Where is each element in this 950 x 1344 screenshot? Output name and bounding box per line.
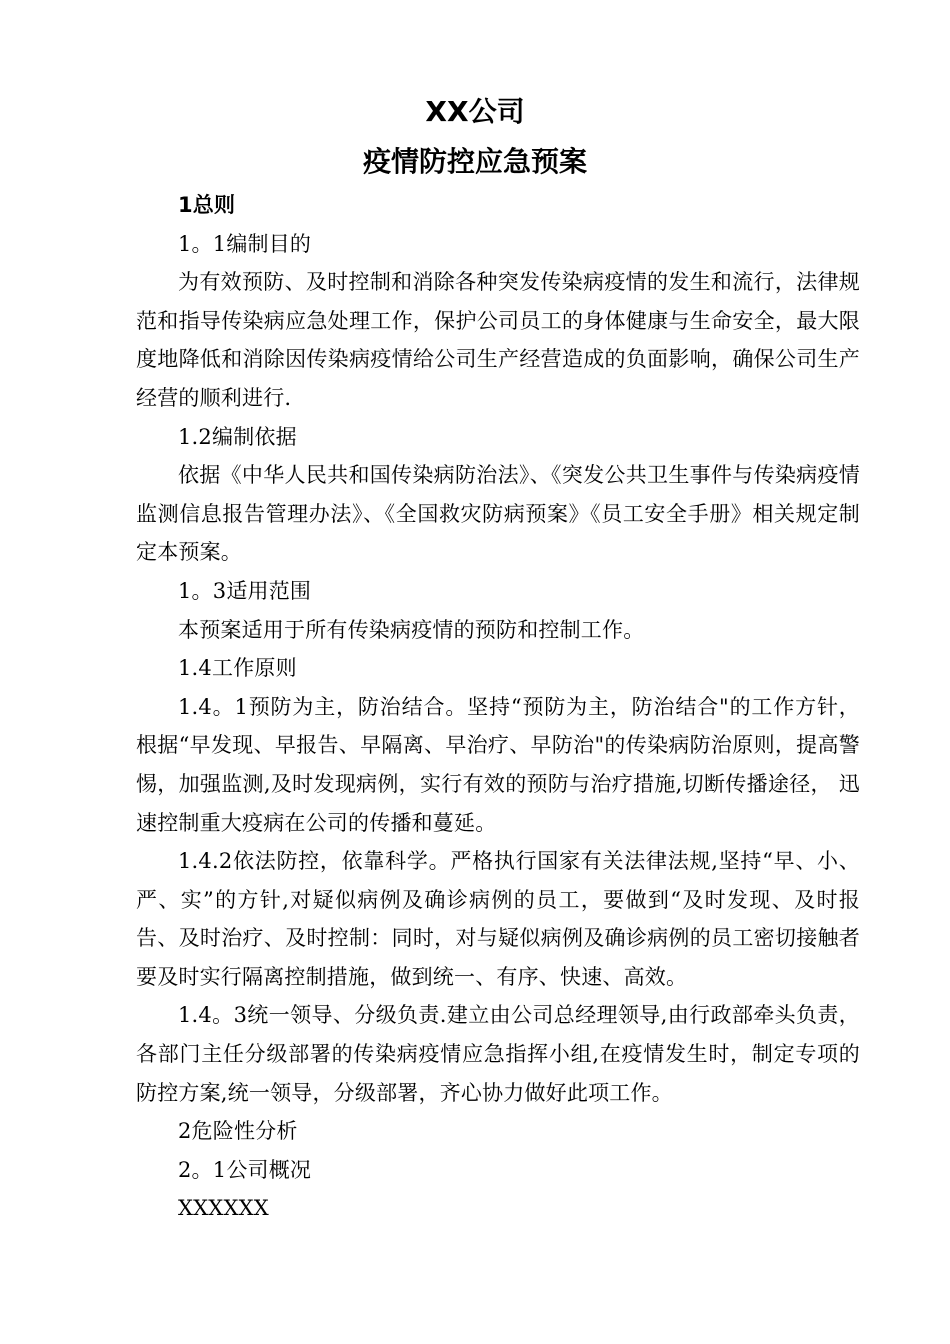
section-heading: 1总则 bbox=[178, 193, 236, 217]
company-title: XX公司 bbox=[425, 95, 525, 128]
document-title: 疫情防控应急预案 bbox=[362, 145, 587, 178]
paragraph: 1.4.2依法防控，依靠科学。严格执行国家有关法律法规,坚持“早、小、 严、实”的方针,对疑似病例及确诊病例的员工，要做到“及时发现、及时报告、及时治疗、及时控制：同时，对与疑似病例及确诊病例的员工密切接触者要及时实行隔离控制措施，做到统一、有序、快速、高效。 bbox=[136, 849, 860, 989]
paragraph: 1.4。1预防为主，防治结合。坚持“预防为主，防治结合"的工作方针， 根据“早发现、早报告、早隔离、早治疗、早防治"的传染病防治原则，提高警惕，加强监测,及时发现病例，实行有效的预防与治疗措施,切断传播途径， 迅速控制重大疫病在公司的传播和蔓延。 bbox=[136, 694, 860, 835]
paragraph: 本预案适用于所有传染病疫情的预防和控制工作。 bbox=[178, 617, 645, 642]
paragraph: 1.4。3统一领导、分级负责.建立由公司总经理领导,由行政部牵头负责，各部门主任分级部署的传染病疫情应急指挥小组,在疫情发生时，制定专项的防控方案,统一领导，分级部署，齐心协力做好此项工作。 bbox=[136, 1003, 860, 1105]
document-body bbox=[136, 186, 860, 1228]
section-heading: 2危险性分析 bbox=[178, 1119, 298, 1144]
subsection-heading: 1.4工作原则 bbox=[178, 656, 297, 681]
paragraph: XXXXXX bbox=[178, 1196, 269, 1221]
subsection-heading: 1.2编制依据 bbox=[178, 424, 297, 449]
subsection-heading: 2。1公司概况 bbox=[178, 1157, 312, 1182]
paragraph: 依据《中华人民共和国传染病防治法》、《突发公共卫生事件与传染病疫情监测信息报告管理办法》、《全国救灾防病预案》《员工安全手册》相关规定制定本预案。 bbox=[136, 463, 860, 565]
subsection-heading: 1。1编制目的 bbox=[178, 231, 312, 256]
subsection-heading: 1。3适用范围 bbox=[178, 578, 312, 603]
paragraph: 为有效预防、及时控制和消除各种突发传染病疫情的发生和流行，法律规范和指导传染病应急处理工作，保护公司员工的身体健康与生命安全，最大限度地降低和消除因传染病疫情给公司生产经营造成的负面影响，确保公司生产经营的顺利进行. bbox=[136, 270, 860, 410]
